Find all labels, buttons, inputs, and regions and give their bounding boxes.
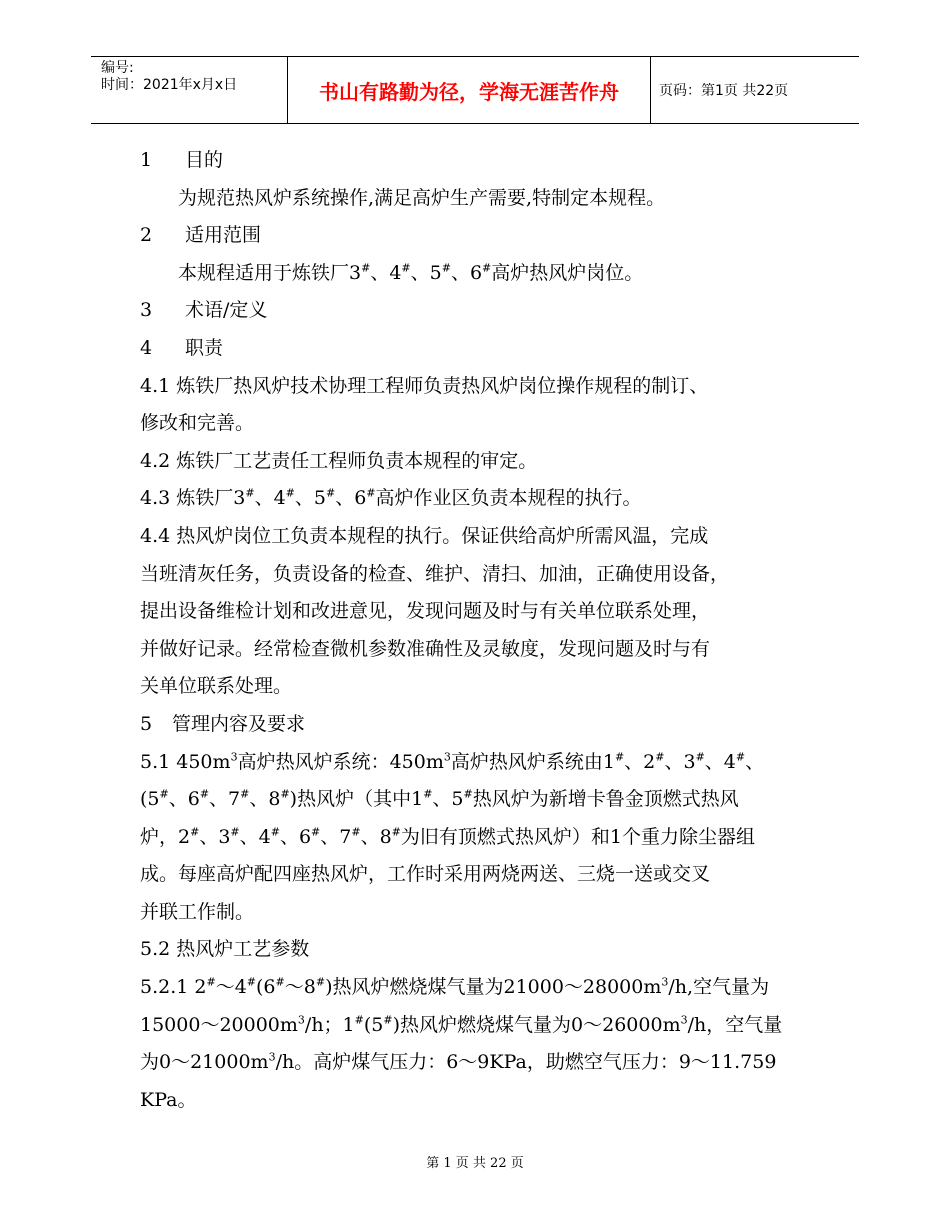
paragraph: $15000\sim 20000m^3/h$；1#(5#)热风炉燃烧煤气量为$0\sim 26000m^3/h$，空气量 bbox=[140, 1013, 783, 1036]
paragraph: 炉，2#、3#、4#、6#、7#、8#为旧有顶燃式热风炉）和1个重力除尘器组 bbox=[140, 825, 755, 848]
section-heading bbox=[140, 217, 822, 255]
paragraph: 4.4 热风炉岗位工负责本规程的执行。保证供给高炉所需风温，完成 bbox=[140, 524, 709, 547]
paragraph: 当班清灰任务，负责设备的检查、维护、清扫、加油，正确使用设备， bbox=[140, 562, 730, 585]
paragraph: 4.1 炼铁厂热风炉技术协理工程师负责热风炉岗位操作规程的制订、 bbox=[140, 374, 709, 397]
paragraph: 修改和完善。 bbox=[140, 412, 255, 435]
section-heading bbox=[140, 142, 822, 180]
section-number: 4 bbox=[140, 336, 153, 359]
header-left bbox=[101, 60, 287, 94]
paragraph: 本规程适用于炼铁厂3#、4#、5#、6#高炉热风炉岗位。 bbox=[178, 261, 644, 284]
paragraph: 为$0\sim 21000m^3/h$。高炉煤气压力：6～9KPa，助燃空气压力：9～11.759 bbox=[140, 1050, 777, 1074]
section-heading bbox=[140, 706, 822, 744]
section-number: 5 bbox=[140, 712, 153, 735]
paragraph: 并做好记录。经常检查微机参数准确性及灵敏度，发现问题及时与有 bbox=[140, 637, 711, 660]
paragraph: 5.2.1 2#～4#(6#～8#)热风炉燃烧煤气量为$21000\sim 28000m^3/h$,空气量为 bbox=[140, 975, 770, 999]
paragraph: 关单位联系处理。 bbox=[140, 675, 293, 698]
section-title: 职责 bbox=[185, 336, 224, 359]
paragraph: 5.1 $450m^3$高炉热风炉系统：$450m^3$高炉热风炉系统由1#、2#、3#、4#、 bbox=[140, 750, 765, 773]
paragraph: 为规范热风炉系统操作,满足高炉生产需要,特制定本规程。 bbox=[178, 186, 666, 209]
paragraph: 成。每座高炉配四座热风炉，工作时采用两烧两送、三烧一送或交叉 bbox=[140, 863, 711, 886]
paragraph: (5#、6#、7#、8#)热风炉（其中1#、5#热风炉为新增卡鲁金顶燃式热风 bbox=[140, 787, 739, 811]
section-heading bbox=[140, 292, 822, 330]
header-page-info: 页码：第1页 共22页 bbox=[659, 83, 789, 99]
section-title: 目的 bbox=[185, 149, 224, 171]
section-title: 术语/定义 bbox=[185, 299, 268, 322]
paragraph: 提出设备维检计划和改进意见，发现问题及时与有关单位联系处理， bbox=[140, 600, 711, 623]
section-title: 适用范围 bbox=[185, 224, 262, 247]
paragraph: 并联工作制。 bbox=[140, 900, 255, 923]
section-title: 管理内容及要求 bbox=[172, 712, 306, 735]
document-body bbox=[140, 142, 822, 1119]
page-footer: 第 1 页 共 22 页 bbox=[426, 1156, 524, 1171]
section-heading bbox=[140, 330, 822, 368]
paragraph: 5.2 热风炉工艺参数 bbox=[140, 938, 310, 961]
section-number: 1 bbox=[140, 149, 153, 171]
time-label: 时间：2021年x月x日 bbox=[101, 77, 238, 93]
header-motto: 书山有路勤为径，学海无涯苦作舟 bbox=[319, 79, 619, 104]
paragraph: 4.2 炼铁厂工艺责任工程师负责本规程的审定。 bbox=[140, 449, 538, 472]
header-divider bbox=[650, 57, 651, 123]
paragraph: KPa。 bbox=[140, 1088, 197, 1111]
paragraph: 4.3 炼铁厂3#、4#、5#、6#高炉作业区负责本规程的执行。 bbox=[140, 487, 642, 510]
section-number: 2 bbox=[140, 224, 153, 247]
number-label: 编号: bbox=[101, 60, 134, 76]
document-header bbox=[91, 56, 859, 124]
section-number: 3 bbox=[140, 299, 153, 322]
